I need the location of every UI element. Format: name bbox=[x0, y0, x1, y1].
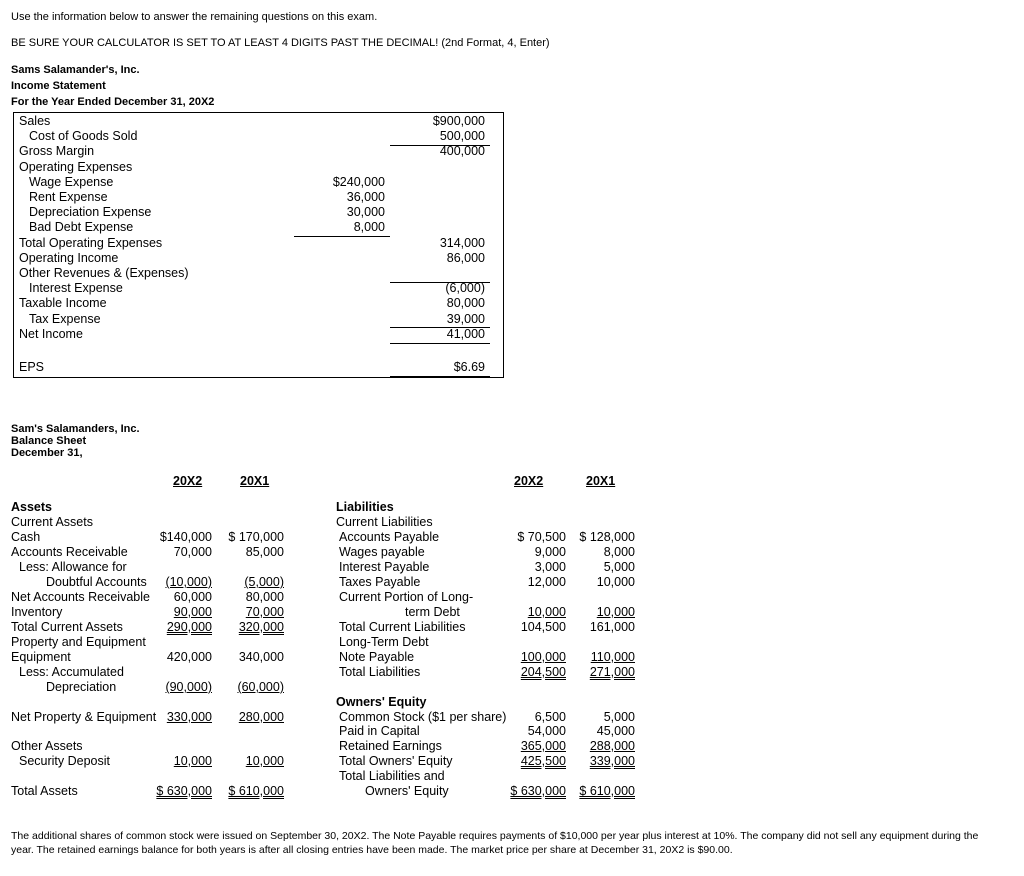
asset-label: Other Assets bbox=[11, 739, 83, 753]
liability-value-20x2: 3,000 bbox=[534, 560, 566, 574]
is-row-value-col2: 500,000 bbox=[439, 129, 485, 144]
liability-label: term Debt bbox=[405, 605, 460, 619]
bs-year-20x2-liab: 20X2 bbox=[514, 474, 544, 488]
asset-value-20x1: 320,000 bbox=[238, 620, 284, 634]
liability-value-20x1: 5,000 bbox=[603, 560, 635, 574]
asset-label: Net Property & Equipment bbox=[11, 710, 157, 724]
is-row-value-col2: 86,000 bbox=[446, 250, 485, 265]
liability-value-20x1: 110,000 bbox=[590, 650, 635, 664]
asset-value-20x2: 10,000 bbox=[173, 754, 212, 768]
asset-value-20x1: (60,000) bbox=[237, 680, 284, 694]
footnote: The additional shares of common stock were issued on September 30, 20X2. The Note Payable requires payments of $10,000 per year plus interest at 10%. The company did not sell any equipment during the year. The retained earnings balance for both years is after all closing entries have been made. The market price per share at December 31, 20X2 is $90.00. bbox=[11, 830, 979, 856]
liability-label: Interest Payable bbox=[339, 560, 430, 574]
instruction-line: Use the information below to answer the remaining questions on this exam. bbox=[11, 11, 378, 23]
liability-label: Long-Term Debt bbox=[339, 635, 429, 649]
asset-label: Property and Equipment bbox=[11, 635, 146, 649]
is-row-value-col1: 30,000 bbox=[346, 205, 385, 220]
asset-value-20x1: 70,000 bbox=[245, 605, 284, 619]
liability-value-20x2: 425,500 bbox=[520, 754, 566, 768]
liability-label: Taxes Payable bbox=[339, 575, 421, 589]
asset-label: Security Deposit bbox=[19, 754, 111, 768]
is-title: Income Statement bbox=[11, 80, 106, 92]
asset-value-20x2: 420,000 bbox=[166, 650, 212, 664]
liability-label: Common Stock ($1 per share) bbox=[339, 710, 507, 724]
is-rule bbox=[294, 236, 390, 237]
liability-label: Retained Earnings bbox=[339, 739, 442, 753]
is-row-value-col2: 41,000 bbox=[446, 326, 485, 341]
is-row-label: Net Income bbox=[19, 326, 83, 341]
is-row-value-col2: 80,000 bbox=[446, 296, 485, 311]
liability-value-20x1: 161,000 bbox=[589, 620, 635, 634]
is-rule bbox=[390, 376, 490, 377]
asset-label: Doubtful Accounts bbox=[46, 575, 147, 589]
asset-value-20x1: 85,000 bbox=[245, 545, 284, 559]
is-row-value-col2: 400,000 bbox=[439, 144, 485, 159]
is-row-value-col2: (6,000) bbox=[445, 281, 485, 296]
asset-value-20x1: $ 170,000 bbox=[228, 530, 284, 544]
asset-label: Assets bbox=[11, 500, 52, 514]
liability-value-20x1: 271,000 bbox=[589, 665, 635, 679]
asset-value-20x2: 330,000 bbox=[166, 710, 212, 724]
liability-value-20x1: 339,000 bbox=[589, 754, 635, 768]
bs-year-20x2-assets: 20X2 bbox=[173, 474, 203, 488]
liability-label: Current Liabilities bbox=[336, 515, 433, 529]
liability-value-20x2: 104,500 bbox=[520, 620, 566, 634]
asset-value-20x1: 10,000 bbox=[245, 754, 284, 768]
asset-value-20x2: $ 630,000 bbox=[156, 784, 212, 798]
liability-label: Liabilities bbox=[336, 500, 394, 514]
liability-value-20x2: 10,000 bbox=[527, 605, 566, 619]
liability-value-20x1: 5,000 bbox=[603, 710, 635, 724]
liability-value-20x2: 100,000 bbox=[520, 650, 566, 664]
liability-value-20x2: 9,000 bbox=[534, 545, 566, 559]
is-row-label: Operating Income bbox=[19, 250, 119, 265]
is-rule bbox=[390, 343, 490, 344]
liability-value-20x1: 288,000 bbox=[589, 739, 635, 753]
liability-value-20x2: 204,500 bbox=[520, 665, 566, 679]
liability-label: Note Payable bbox=[339, 650, 415, 664]
liability-label: Owners' Equity bbox=[336, 695, 427, 709]
is-row-label: Other Revenues & (Expenses) bbox=[19, 266, 189, 280]
is-row-label: Cost of Goods Sold bbox=[29, 129, 138, 144]
liability-value-20x2: 12,000 bbox=[527, 575, 566, 589]
eps-label: EPS bbox=[19, 360, 45, 374]
asset-value-20x1: 340,000 bbox=[238, 650, 284, 664]
is-row-label: Interest Expense bbox=[29, 281, 123, 296]
is-row-label: Operating Expenses bbox=[19, 159, 133, 174]
bs-title: Balance Sheet bbox=[11, 435, 87, 447]
asset-value-20x2: $140,000 bbox=[159, 530, 212, 544]
bs-company: Sam's Salamanders, Inc. bbox=[11, 423, 140, 435]
is-row-value-col1: $240,000 bbox=[332, 174, 385, 189]
liability-value-20x1: 10,000 bbox=[596, 605, 635, 619]
bs-date: December 31, bbox=[11, 447, 83, 459]
asset-value-20x2: (90,000) bbox=[165, 680, 212, 694]
is-row-label: Total Operating Expenses bbox=[19, 235, 163, 250]
is-row-label: Gross Margin bbox=[19, 144, 95, 159]
is-row-value-col2: $900,000 bbox=[432, 114, 485, 128]
liability-value-20x2: 54,000 bbox=[527, 724, 566, 738]
asset-label: Depreciation bbox=[46, 680, 117, 694]
liability-label: Total Liabilities and bbox=[339, 769, 445, 783]
liability-label: Total Current Liabilities bbox=[339, 620, 466, 634]
is-period: For the Year Ended December 31, 20X2 bbox=[11, 96, 215, 108]
asset-label: Accounts Receivable bbox=[11, 545, 128, 559]
asset-label: Equipment bbox=[11, 650, 71, 664]
liability-label: Total Owners' Equity bbox=[339, 754, 453, 768]
liability-value-20x2: 6,500 bbox=[534, 710, 566, 724]
liability-value-20x1: 8,000 bbox=[603, 545, 635, 559]
liability-label: Accounts Payable bbox=[339, 530, 440, 544]
bs-year-20x1-liab: 20X1 bbox=[586, 474, 616, 488]
is-row-label: Taxable Income bbox=[19, 296, 107, 311]
is-row-label: Depreciation Expense bbox=[29, 205, 152, 220]
asset-label: Total Assets bbox=[11, 784, 78, 798]
asset-label: Less: Allowance for bbox=[19, 560, 127, 574]
liability-value-20x1: $ 128,000 bbox=[579, 530, 635, 544]
asset-value-20x1: $ 610,000 bbox=[228, 784, 284, 798]
asset-value-20x1: (5,000) bbox=[244, 575, 284, 589]
liability-value-20x1: $ 610,000 bbox=[579, 784, 635, 798]
eps-value: $6.69 bbox=[453, 360, 485, 374]
asset-value-20x2: (10,000) bbox=[165, 575, 212, 589]
asset-label: Current Assets bbox=[11, 515, 93, 529]
is-rule bbox=[390, 327, 490, 328]
asset-label: Inventory bbox=[11, 605, 63, 619]
liability-label: Wages payable bbox=[339, 545, 425, 559]
liability-value-20x1: 10,000 bbox=[596, 575, 635, 589]
bs-year-20x1-assets: 20X1 bbox=[240, 474, 270, 488]
asset-label: Cash bbox=[11, 530, 41, 544]
asset-label: Total Current Assets bbox=[11, 620, 123, 634]
calculator-warning: BE SURE YOUR CALCULATOR IS SET TO AT LEAST 4 DIGITS PAST THE DECIMAL! (2nd Format, 4, Enter) bbox=[11, 37, 550, 49]
liability-value-20x2: $ 630,000 bbox=[510, 784, 566, 798]
liability-label: Current Portion of Long- bbox=[339, 590, 474, 604]
asset-label: Net Accounts Receivable bbox=[11, 590, 150, 604]
is-row-label: Tax Expense bbox=[29, 311, 101, 326]
asset-label: Less: Accumulated bbox=[19, 665, 124, 679]
is-row-value-col1: 8,000 bbox=[353, 220, 385, 235]
asset-value-20x1: 280,000 bbox=[238, 710, 284, 724]
is-row-label: Wage Expense bbox=[29, 174, 114, 189]
asset-value-20x2: 90,000 bbox=[173, 605, 212, 619]
asset-value-20x1: 80,000 bbox=[245, 590, 284, 604]
is-row-value-col2: 314,000 bbox=[439, 235, 485, 250]
liability-label: Total Liabilities bbox=[339, 665, 421, 679]
liability-value-20x2: 365,000 bbox=[520, 739, 566, 753]
is-row-value-col2: 39,000 bbox=[446, 311, 485, 326]
liability-value-20x2: $ 70,500 bbox=[517, 530, 566, 544]
is-rule bbox=[390, 145, 490, 146]
is-row-label: Rent Expense bbox=[29, 190, 108, 204]
is-row-label: Sales bbox=[19, 114, 51, 128]
asset-value-20x2: 60,000 bbox=[173, 590, 212, 604]
is-rule bbox=[390, 282, 490, 283]
asset-value-20x2: 70,000 bbox=[173, 545, 212, 559]
is-row-label: Bad Debt Expense bbox=[29, 220, 134, 235]
liability-label: Owners' Equity bbox=[365, 784, 449, 798]
is-company: Sams Salamander's, Inc. bbox=[11, 64, 140, 76]
is-row-value-col1: 36,000 bbox=[346, 190, 385, 204]
asset-value-20x2: 290,000 bbox=[166, 620, 212, 634]
liability-label: Paid in Capital bbox=[339, 724, 420, 738]
liability-value-20x1: 45,000 bbox=[596, 724, 635, 738]
